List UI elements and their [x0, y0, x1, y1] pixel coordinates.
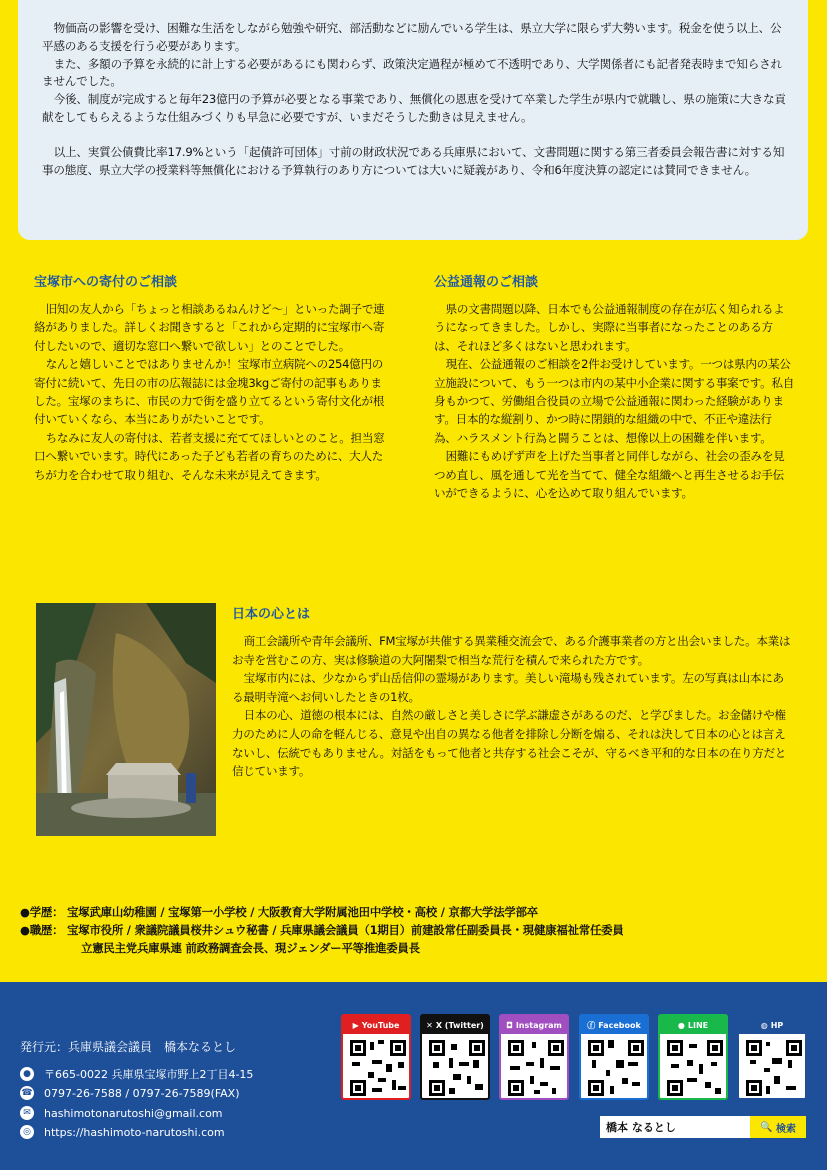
facebook-icon: ⓕ	[587, 1020, 596, 1030]
address-row	[20, 1066, 253, 1082]
search-bar[interactable]	[600, 1116, 806, 1138]
hp-qr-label: ◍ HP	[739, 1016, 805, 1034]
instagram-qr[interactable]	[499, 1014, 569, 1100]
location-pin-icon: ●	[20, 1067, 34, 1081]
phone-text: 0797-26-7588 / 0797-26-7589(FAX)	[44, 1086, 240, 1100]
search-icon: 🔍	[760, 1121, 773, 1133]
whistleblowing-paragraph: 困難にもめげず声を上げた当事者と同伴しながら、社会の歪みを見つめ直し、風を通して光を当てて、健全な組織へと再生させるお手伝いができるように、心を込めて取り組んでいます。	[434, 449, 785, 501]
facebook-qr[interactable]	[579, 1014, 649, 1100]
phone-icon: ☎	[21, 1088, 33, 1098]
email-link[interactable]: hashimotonarutoshi@gmail.com	[44, 1106, 223, 1120]
summary-paragraph: 今後、制度が完成すると毎年23億円の予算が必要となる事業であり、無償化の恩恵を受けて卒業した学生が県内で就職し、県の施策に大きな貢献をしてもらえるような仕組みづくりも早急に必要ですが、いまだそうした動きは見えません。	[42, 92, 786, 124]
email-row[interactable]	[20, 1106, 223, 1120]
search-input[interactable]: 橋本 なるとし	[606, 1121, 676, 1134]
whistleblowing-paragraph: 県の文書問題以降、日本でも公益通報制度の存在が広く知られるようになってきました。しかし、実際に当事者になったことのある方は、それほど多くはないと思われます。	[434, 302, 785, 353]
hp-qr[interactable]	[737, 1014, 807, 1100]
line-icon: ●	[677, 1020, 685, 1030]
japan-heart-title: 日本の心とは	[232, 607, 311, 622]
line-qr[interactable]	[658, 1014, 728, 1100]
career-row-2	[81, 940, 420, 956]
qr-code-icon	[665, 1038, 725, 1098]
x-qr[interactable]	[420, 1014, 490, 1100]
summary-paragraph: 以上、実質公債費比率17.9%という「起債許可団体」寸前の財政状況である兵庫県において、文書問題に関する第三者委員会報告書に対する知事の態度、県立大学の授業料等無償化における予算執行のあり方については大いに疑義があり、令和6年度決算の認定には賛同できません。	[42, 144, 785, 177]
japan-heart-card	[18, 585, 808, 855]
career-row	[20, 922, 624, 938]
qr-code-icon	[744, 1038, 804, 1098]
donation-paragraph: ちなみに友人の寄付は、若者支援に充ててほしいとのこと。担当窓口へ繋いでいます。時代にあった子ども若者の育ちのために、大人たちが力を合わせて取り組む、そんな未来が見えてきます。	[34, 430, 385, 482]
waterfall-photo	[36, 603, 216, 836]
x-icon: ✕	[426, 1020, 433, 1030]
donation-card	[18, 253, 406, 573]
youtube-qr-label: ▶ YouTube	[343, 1016, 409, 1034]
instagram-qr-label: ◘ Instagram	[501, 1016, 567, 1034]
issuer-text: 発行元：兵庫県議会議員 橋本なるとし	[20, 1040, 237, 1054]
japan-heart-paragraph: 日本の心、道徳の根本には、自然の厳しさと美しさに学ぶ謙虚さがあるのだ、と学びました。お金儲けや権力のために人の命を軽んじる、意見や出自の異なる他者を排除し分断を煽る、それは決して日本の心とは言えないし、伝統でもありません。対話をもって他者と共存する社会こそが、守るべき平和的な日本の在り方だと信じています。	[232, 708, 787, 779]
whistleblowing-paragraph: 現在、公益通報のご相談を2件お受けしています。一つは県内の某公立施設について、もう一つは市内の某中小企業に関する事案です。私自身もかつて、労働組合役員の立場で公益通報に関わった経験があります。日本的な縦割り、かつ時に閉鎖的な組織の中で、不正や違法行為、ハラスメント行為と闘うことは、想像以上の困難を伴います。	[434, 357, 795, 445]
address-text: 〒665-0022 兵庫県宝塚市野上2丁目4-15	[44, 1068, 254, 1081]
education-label: ●学歴：	[20, 905, 64, 919]
footer	[0, 982, 827, 1170]
education-row	[20, 904, 538, 920]
line-qr-label: ● LINE	[660, 1016, 726, 1034]
whistleblowing-title: 公益通報のご相談	[434, 275, 539, 290]
qr-code-icon	[427, 1038, 487, 1098]
whistleblowing-card	[420, 253, 808, 573]
facebook-qr-label: ⓕ Facebook	[581, 1016, 647, 1034]
career-text-2: 立憲民主党兵庫県連 前政務調査会長、現ジェンダー平等推進委員長	[81, 941, 420, 955]
donation-paragraph: 旧知の友人から「ちょっと相談あるねんけど〜」といった調子で連絡がありました。詳しくお聞きすると「これから定期的に宝塚市へ寄付したいので、適切な窓口へ繋いで欲しい」とのことでした。	[34, 302, 385, 353]
japan-heart-paragraph: 宝塚市内には、少なからず山岳信仰の霊場があります。美しい滝場も残されています。左の写真は山本にある最明寺滝へお伺いしたときの1枚。	[232, 671, 784, 704]
top-summary-section	[18, 0, 808, 240]
career-label: ●職歴：	[20, 923, 64, 937]
search-button[interactable]: 🔍 検索	[750, 1116, 806, 1138]
x-qr-label: ✕ X (Twitter)	[422, 1016, 488, 1034]
globe-icon: ◎	[20, 1125, 34, 1139]
instagram-icon: ◘	[506, 1020, 513, 1030]
youtube-icon: ▶	[352, 1020, 359, 1030]
career-text: 宝塚市役所 / 衆議院議員桜井シュウ秘書 / 兵庫県議会議員（1期目）前建設常任副委員長・現健康福祉常任委員	[67, 923, 624, 937]
profile-section	[0, 880, 827, 980]
phone-row	[20, 1086, 240, 1100]
home-icon: ◍	[760, 1020, 768, 1030]
donation-paragraph: なんと嬉しいことではありませんか！宝塚市立病院への254億円の寄付に続いて、先日の市の広報誌には金塊3kgご寄付の記事もありました。宝塚のまちに、市民の力で街を盛り立てるという寄付文化が根付いていくなら、本当にありがたいことです。	[34, 357, 385, 427]
youtube-qr[interactable]	[341, 1014, 411, 1100]
qr-code-icon	[348, 1038, 408, 1098]
japan-heart-paragraph: 商工会議所や青年会議所、FM宝塚が共催する異業種交流会で、ある介護事業者の方と出会いました。本業はお寺を営むこの方、実は修験道の大阿闍梨で相当な荒行を積んで来られた方です。	[232, 634, 791, 667]
summary-paragraph: 物価高の影響を受け、困難な生活をしながら勉強や研究、部活動などに励んでいる学生は、県立大学に限らず大勢います。税金を使う以上、公平感のある支援を行う必要があります。	[42, 21, 782, 53]
mail-icon: ✉	[20, 1106, 34, 1120]
website-link[interactable]: https://hashimoto-narutoshi.com	[44, 1125, 225, 1139]
donation-title: 宝塚市への寄付のご相談	[34, 275, 178, 290]
qr-code-icon	[506, 1038, 566, 1098]
website-row[interactable]	[20, 1125, 225, 1139]
qr-code-icon	[586, 1038, 646, 1098]
summary-paragraph: また、多額の予算を永続的に計上する必要があるにも関わらず、政策決定過程が極めて不透明であり、大学関係者にも記者発表時まで知らされませんでした。	[42, 56, 782, 89]
education-text: 宝塚武庫山幼稚園 / 宝塚第一小学校 / 大阪教育大学附属池田中学校・高校 / 京都大学法学部卒	[67, 905, 538, 919]
